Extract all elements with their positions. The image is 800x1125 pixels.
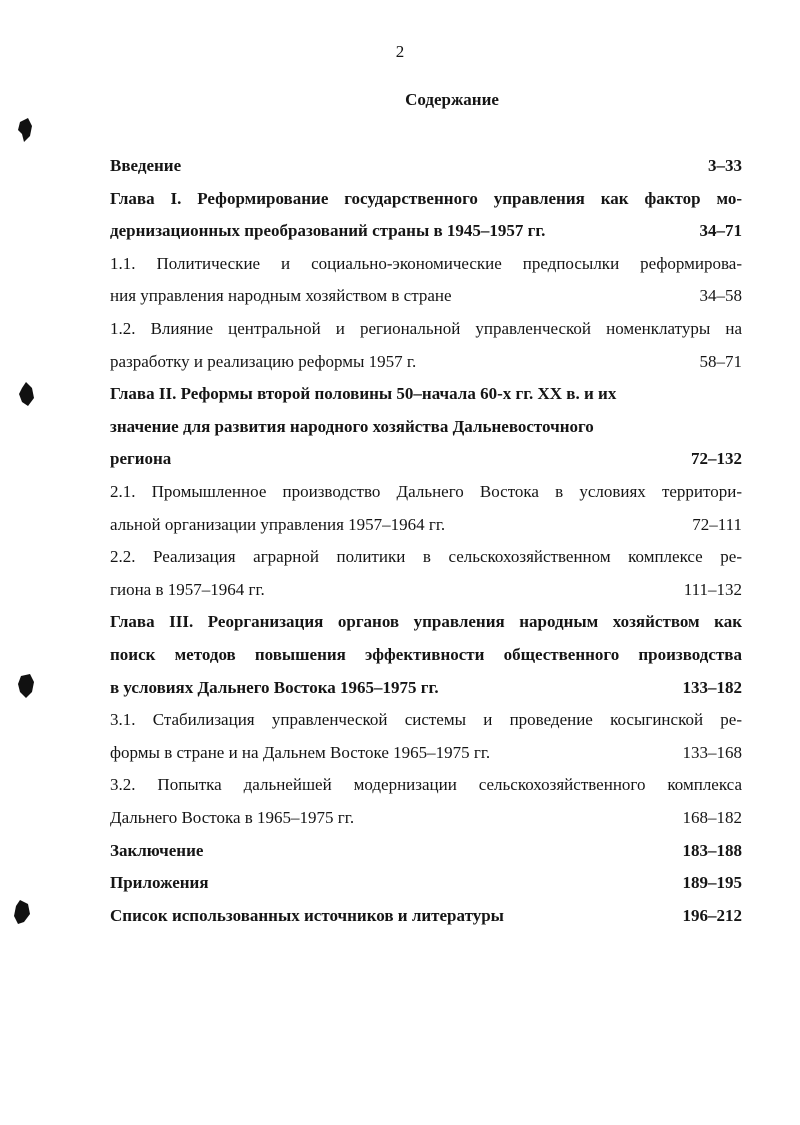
toc-line — [110, 319, 742, 343]
toc-entry-text: разработку и реализацию реформы 1957 г. — [110, 352, 417, 371]
toc-entry-text: Дальнего Востока в 1965–1975 гг. — [110, 808, 355, 827]
scan-mark-icon — [16, 380, 36, 408]
toc-entry-text: Введение — [110, 156, 182, 175]
toc-line — [110, 873, 742, 897]
toc-entry-text: 3.1. Стабилизация управленческой системы и проведение косыгинской ре- — [110, 710, 742, 729]
toc-line — [110, 906, 742, 930]
toc-line — [110, 743, 742, 767]
toc-entry-text: 2.2. Реализация аграрной политики в сельскохозяйственном комплексе ре- — [110, 547, 742, 566]
toc-page-range: 58–71 — [699, 352, 742, 371]
scan-mark-icon — [16, 116, 36, 144]
toc-entry-text: региона — [110, 449, 172, 468]
toc-line — [110, 286, 742, 310]
toc-line — [110, 775, 742, 799]
toc-page-range: 189–195 — [682, 873, 742, 892]
toc-line — [110, 482, 742, 506]
toc-entry-text: дернизационных преобразований страны в 1945–1957 гг. — [110, 221, 546, 240]
toc-entry-text: 3.2. Попытка дальнейшей модернизации сельскохозяйственного комплекса — [110, 775, 742, 794]
toc-entry-text: Заключение — [110, 841, 204, 860]
toc-page-range: 111–132 — [683, 580, 742, 599]
toc-line — [110, 449, 742, 473]
toc-entry-text: альной организации управления 1957–1964 гг. — [110, 515, 446, 534]
toc-line — [110, 645, 742, 669]
toc-line — [110, 710, 742, 734]
toc-entry-text: Глава I. Реформирование государственного управления как фактор мо- — [110, 189, 742, 208]
toc-line — [110, 678, 742, 702]
toc-line — [110, 580, 742, 604]
toc-entry-text: Глава III. Реорганизация органов управления народным хозяйством как — [110, 612, 742, 631]
toc-line — [110, 612, 742, 636]
scan-mark-icon — [16, 672, 36, 700]
toc-entry-text: 2.1. Промышленное производство Дальнего Востока в условиях территори- — [110, 482, 742, 501]
toc-line — [110, 417, 742, 441]
toc-entry-text: в условиях Дальнего Востока 1965–1975 гг. — [110, 678, 439, 697]
toc-line — [110, 547, 742, 571]
toc-entry-text: поиск методов повышения эффективности общественного производства — [110, 645, 742, 664]
toc-line — [110, 254, 742, 278]
scan-mark-icon — [12, 898, 32, 926]
toc-page-range: 3–33 — [708, 156, 742, 175]
toc-page-range: 196–212 — [682, 906, 742, 925]
toc-page-range: 72–111 — [692, 515, 742, 534]
toc-entry-text: 1.1. Политические и социально-экономические предпосылки реформирова- — [110, 254, 742, 273]
toc-line — [110, 841, 742, 865]
toc-line — [110, 189, 742, 213]
toc-page-range: 34–71 — [699, 221, 742, 240]
toc-entry-text: ния управления народным хозяйством в стране — [110, 286, 452, 305]
toc-line — [110, 352, 742, 376]
toc-entry-text: формы в стране и на Дальнем Востоке 1965–1975 гг. — [110, 743, 491, 762]
toc-line — [110, 384, 742, 408]
toc-page-range: 133–168 — [682, 743, 742, 762]
toc-page-range: 168–182 — [682, 808, 742, 827]
toc-line — [110, 221, 742, 245]
page-number: 2 — [395, 42, 405, 61]
toc-page-range: 34–58 — [699, 286, 742, 305]
toc-line — [110, 515, 742, 539]
toc-line — [110, 808, 742, 832]
toc-title: Содержание — [405, 90, 499, 109]
toc-entry-text: Приложения — [110, 873, 209, 892]
toc-page-range: 183–188 — [682, 841, 742, 860]
toc-page-range: 72–132 — [691, 449, 742, 468]
toc-entry-text: Глава II. Реформы второй половины 50–начала 60-х гг. XX в. и их — [110, 384, 617, 403]
toc-entry-text: гиона в 1957–1964 гг. — [110, 580, 265, 599]
toc-entry-text: значение для развития народного хозяйства Дальневосточного — [110, 417, 594, 436]
toc-entry-text: Список использованных источников и литературы — [110, 906, 504, 925]
toc-line — [110, 156, 742, 180]
toc-page-range: 133–182 — [682, 678, 742, 697]
toc-entry-text: 1.2. Влияние центральной и региональной управленческой номенклатуры на — [110, 319, 742, 338]
